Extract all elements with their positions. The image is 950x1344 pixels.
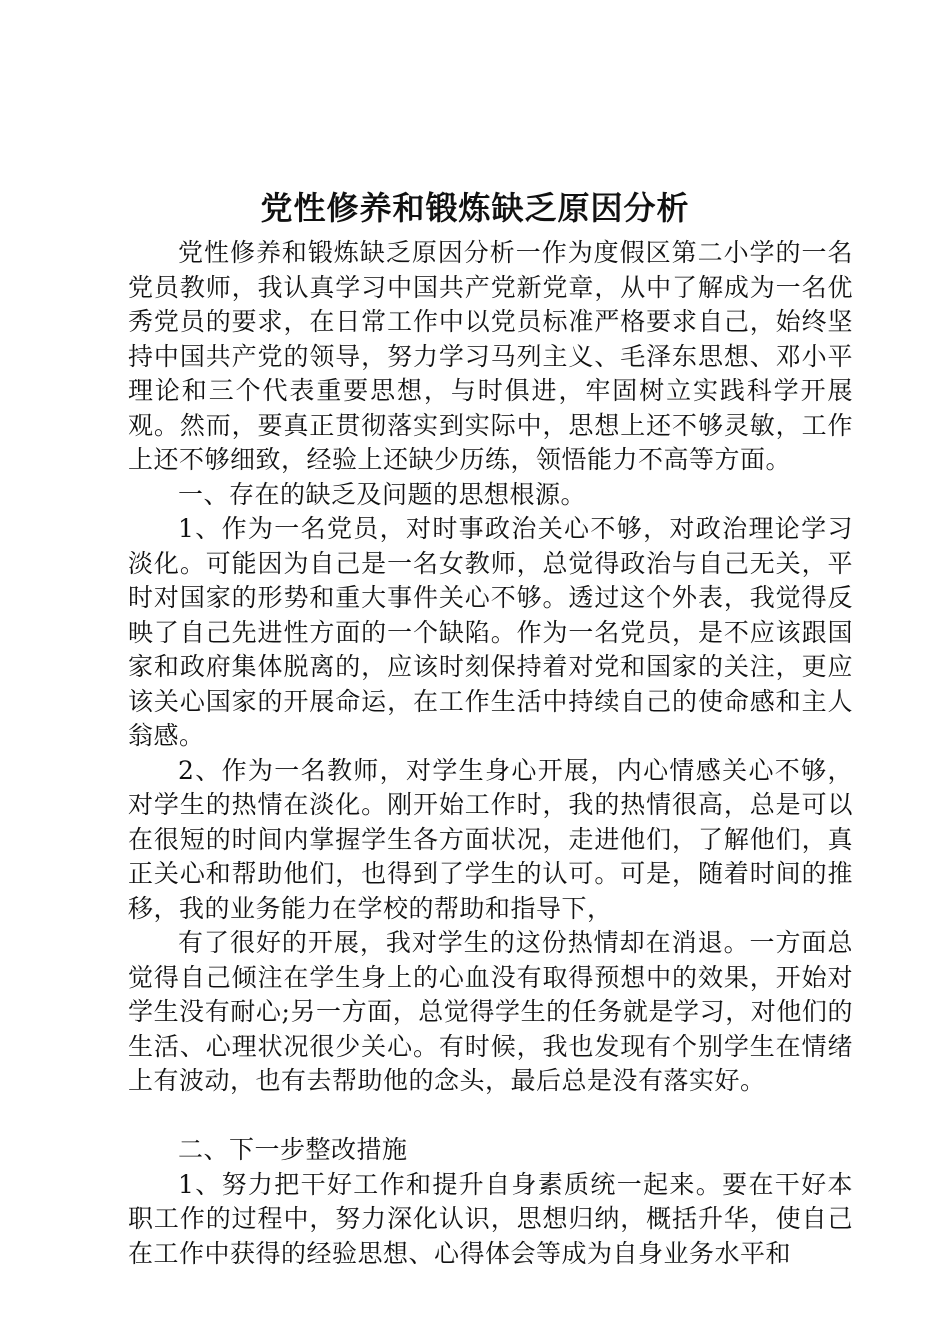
paragraph-measure-1: 1、努力把干好工作和提升自身素质统一起来。要在干好本职工作的过程中，努力深化认识，思想归纳，概括升华，使自己在工作中获得的经验思想、心得体会等成为自身业务水平和 [128, 1169, 853, 1268]
document-title: 党性修养和锻炼缺乏原因分析 [260, 189, 690, 227]
paragraph-point-2-continued: 有了很好的开展，我对学生的这份热情却在消退。一方面总觉得自己倾注在学生身上的心血没有取得预想中的效果，开始对学生没有耐心;另一方面，总觉得学生的任务就是学习，对他们的生活、心理状况很少关心。有时候，我也发现有个别学生在情绪上有波动，也有去帮助他的念头，最后总是没有落实好。 [128, 928, 853, 1095]
document-body [128, 236, 853, 1271]
paragraph-point-2: 2、作为一名教师，对学生身心开展，内心情感关心不够，对学生的热情在淡化。刚开始工作时，我的热情很高，总是可以在很短的时间内掌握学生各方面状况，走进他们，了解他们，真正关心和帮助他们，也得到了学生的认可。可是，随着时间的推移，我的业务能力在学校的帮助和指导下， [128, 755, 853, 923]
paragraph-point-1: 1、作为一名党员，对时事政治关心不够，对政治理论学习淡化。可能因为自己是一名女教师，总觉得政治与自己无关，平时对国家的形势和重大事件关心不够。透过这个外表，我觉得反映了自己先进性方面的一个缺陷。作为一名党员，是不应该跟国家和政府集体脱离的，应该时刻保持着对党和国家的关注，更应该关心国家的开展命运，在工作生活中持续自己的使命感和主人翁感。 [128, 514, 853, 750]
paragraph-section-two-heading: 二、下一步整改措施 [178, 1135, 408, 1164]
paragraph-section-one-heading: 一、存在的缺乏及问题的思想根源。 [178, 479, 587, 509]
paragraph-intro: 党性修养和锻炼缺乏原因分析一作为度假区第二小学的一名党员教师，我认真学习中国共产党新党章，从中了解成为一名优秀党员的要求，在日常工作中以党员标准严格要求自己，始终坚持中国共产党的领导，努力学习马列主义、毛泽东思想、邓小平理论和三个代表重要思想，与时俱进，牢固树立实践科学开展观。然而，要真正贯彻落实到实际中，思想上还不够灵敏，工作上还不够细致，经验上还缺少历练，领悟能力不高等方面。 [128, 238, 853, 474]
